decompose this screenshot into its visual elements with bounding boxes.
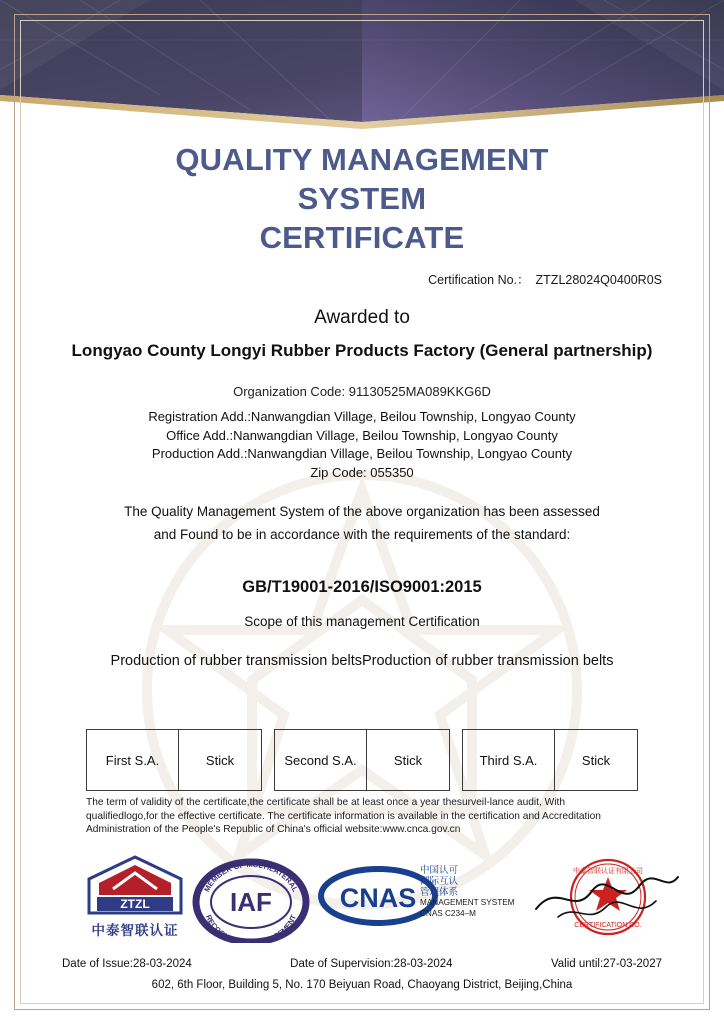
organization-code: Organization Code: 91130525MA089KKG6D (233, 384, 491, 399)
surveillance-audit-first (86, 729, 262, 791)
scope-label: Scope of this management Certification (244, 614, 480, 629)
cnas-accreditation-text (420, 865, 540, 919)
standard-reference: GB/T19001-2016/ISO9001:2015 (242, 578, 482, 596)
svg-text:RECOGNITION ARRANGEMENT: RECOGNITION ARRANGEMENT (203, 913, 299, 943)
scope-text: Production of rubber transmission beltsProduction of rubber transmission belts (110, 653, 614, 669)
surveillance-audit-third (462, 729, 638, 791)
svg-text:CERTIFICATION CO.: CERTIFICATION CO. (574, 922, 642, 929)
official-stamp-and-signature (530, 851, 680, 947)
title-line-2: SYSTEM (297, 181, 427, 216)
surveillance-label-third: Third S.A. (462, 729, 554, 791)
cnas-cn-line-1: 中国认可 (420, 865, 459, 876)
accreditation-logos (60, 855, 664, 951)
svg-text:IAF: IAF (230, 887, 272, 917)
surveillance-value-first: Stick (178, 729, 262, 791)
surveillance-value-second: Stick (366, 729, 450, 791)
address-block (0, 408, 724, 482)
ztzl-logo (70, 855, 200, 939)
svg-text:CNAS: CNAS (339, 883, 417, 913)
surveillance-audit-row (86, 729, 638, 791)
cnas-cn-line-2: 国际互认 (420, 876, 459, 887)
title-line-1: QUALITY MANAGEMENT (175, 142, 549, 177)
ztzl-chinese-label: 中泰智联认证 (91, 923, 179, 938)
ztzl-mark-icon (83, 855, 187, 917)
company-name: Longyao County Longyi Rubber Products Factory (General partnership) (71, 341, 653, 360)
footer-address: 602, 6th Floor, Building 5, No. 170 Beiyuan Road, Chaoyang District, Beijing,China (151, 979, 573, 991)
valid-until: Valid until:27-03-2027 (550, 958, 662, 970)
title-line-3: CERTIFICATE (259, 220, 465, 255)
date-of-supervision: Date of Supervision:28-03-2024 (290, 958, 453, 970)
cnas-en-line-2: CNAS C234–M (420, 908, 476, 918)
surveillance-label-second: Second S.A. (274, 729, 366, 791)
surveillance-audit-second (274, 729, 450, 791)
svg-text:MEMBER OF MULTILATERAL: MEMBER OF MULTILATERAL (202, 859, 300, 894)
office-address: Office Add.:Nanwangdian Village, Beilou Township, Longyao County (166, 427, 558, 443)
surveillance-label-first: First S.A. (86, 729, 178, 791)
cnas-cn-line-3: 管理体系 (420, 887, 459, 898)
certification-number (428, 270, 662, 288)
validity-note: The term of validity of the certificate,the certificate shall be at least once a year thesurveil-lance audit, With qualifiedlogo,for the effective certificate. The certificate information is available in the certification and Accreditation Administration of the People's Republic of China's official website:www.cnca.gov.cn (86, 797, 601, 835)
date-of-issue: Date of Issue:28-03-2024 (62, 958, 192, 970)
iaf-logo (192, 855, 310, 948)
registration-address: Registration Add.:Nanwangdian Village, Beilou Township, Longyao County (148, 409, 576, 424)
svg-text:中泰智联认证有限公司: 中泰智联认证有限公司 (573, 868, 643, 875)
cnas-en-line-1: MANAGEMENT SYSTEM (420, 898, 515, 907)
assessment-statement: The Quality Management System of the above organization has been assessed and Found to be in accordance with the requirements of the standard: (124, 504, 600, 542)
awarded-to-label: Awarded to (314, 307, 410, 328)
zip-code: Zip Code: 055350 (310, 464, 414, 480)
certification-number-value: ZTZL28024Q0400R0S (535, 273, 662, 287)
surveillance-value-third: Stick (554, 729, 638, 791)
page-title (62, 140, 662, 257)
certification-number-label: Certification No.： (428, 273, 530, 287)
production-address: Production Add.:Nanwangdian Village, Beilou Township, Longyao County (151, 446, 573, 461)
dates-row (62, 958, 662, 970)
svg-text:ZTZL: ZTZL (120, 897, 150, 911)
